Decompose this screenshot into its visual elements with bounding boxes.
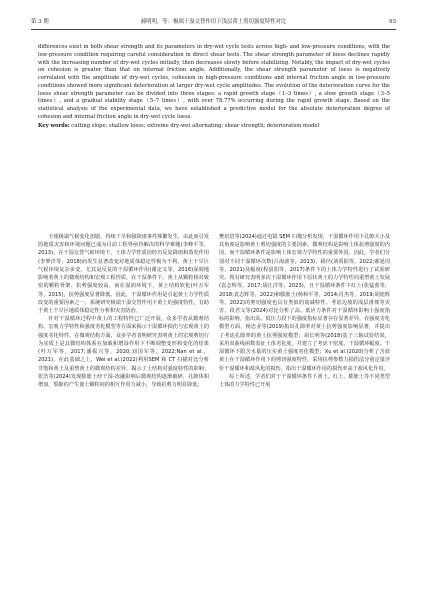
paragraph: 综上所述，学者们对于干湿循环条件下黄土、红土、膨胀土等不同类型土体的力学特性已开展 xyxy=(219,373,390,388)
paragraph: 针对干湿循环过程中黄土的工程特性已广泛开展，众多学者从微观结构、宏观力学特性和强度劣化模型等方面来揭示干湿循环损伤与宏观黄土的强度劣化特性。在微观结构方面，众多学者表明研究表明黄土的宏观剪切行为实质上是其微结构体系在加载和增湿作用下不断调整变形和变化的结果(叶万军等，2017;潘振兴等，2020;刘国军等，2022;Nan et al.，2021)。在此基础之上，Wei et al.(2022)利用SEM 和 CT 扫描对比分析非饱和黄土及重塑黄土的微观结构差异，揭示了土结构对强度特性的影响；张浩等(2024)发现膨胀土经干湿-冻融影响后微观结构逐渐破碎，孔隙体积增加，裂隙的产生使土颗粒间的相互作用力减小，导致抗剪力明显降低； xyxy=(38,316,209,388)
page-number: 93 xyxy=(389,19,396,25)
keywords-text: cutting slope; shallow loess; extreme dry-wet alternating; shear strength; deterioration model xyxy=(71,122,320,129)
abstract-body: differences exist in both shear strength and its parameters in dry-wet cycle tests across high- and low-pressure conditions, with the low-pressure condition requiring careful consideration in direct shear tests. The shear strength parameter of loess declines rapidly with the increasing number of dry-wet cycles initially, then decreases slowly before stabilizing. Notably, the impact of dry-wet cycles on cohesion is greater than that on internal friction angle. Additionally, the shear strength parameter of loess is negatively correlated with the amplitude of dry-wet cycles, cohesion in high-pressure conditions and internal friction angle in low-pressure conditions showed more significant deterioration at larger dry-wet cycle amplitudes. The evolution of the deterioration curve for the loess shear strength parameter can be divided into three stages: a rapid growth stage（1–3 times）, a slow growth stage（3–5 times）, and a gradual stability stage（5–7 times）, with over 78.77% occurring during the rapid growth stage. Based on the statistical analysis of the experimental data, we have established a predictive model for the absolute deterioration degree of cohesion and internal friction angle in dry-wet cycle loess. xyxy=(38,44,390,120)
paragraph: 樊培培等(2024)通过电镜 SEM 扫描分析发现，干湿循环作用下孔隙大小及其角度是影响黄土剪切强度的主要因素。微观结构是影响土体抗剪强度的内因，而干湿循环条件是影响土体宏观力学特性的重要外因。因此，学者们分别对不同干湿循环次数(吕海波等，2013)、路径(刘禹阳等，2022;郝延周等，2021)及幅度(程富阳等，2017)条件下的土体力学特性进行了试验研究。现有研究表明多次干湿循环作用下原状黄土的力学特性向重塑黄土发展(袁志辉等，2017;胡江洋等，2023)，且干湿循环条件下红土(张猛蕾等，2018;袁志辉等，2022)和膨胀土(杨和平等，2014;肖杰等，2019;胡旭辉等，2022)的剪切强度也具有类似的衰减特性。考虑边坡的浅层滑坡等灾害，段君义等(2024)对比分析了高、低应力条件对干湿循环影响土强度指标的影响，指出高、低压力段下的强度指标显著存在显著差异。在强度劣化模型方面，杨忠业等(2019)指出孔隙率对黄土抗剪强度影响显著，并提出了考虑孔隙率的黄土抗剪强度模型；胡长明等(2018)基于三轴试验结果，采用双曲线函数表征土体劣化度，并建立了考虑干密度、干湿循环幅度、干湿循环下限含水量的压实黄土强度劣化模型；Xu et al.(2020)分析了含盐黄土在干湿循环作用下的剪切强度特性，采用抗剪参数力损伤法分别定量评价干湿循环和盐风化的损伤，指出干湿循环作用的损伤率高于盐风化作用。 xyxy=(219,234,390,372)
keywords-label: Key words: xyxy=(38,122,70,129)
keywords xyxy=(38,123,390,131)
paragraph: 全球极端气候变化加剧，持续干旱和强降雨事件频繁发生，由此而引发的地质灾害和环境问题已成为目前工程界亟待解决的科学难题(李峰平等，2013)。在干湿交替气候环境下，土体力学性质因经历反复降雨和蒸发作用(李梦洋等，2018)而发生显著改变对地质体稳定性极为不利。黄土干旱区气候环境复杂多变，尤其是反复的干湿循环作用(谢定义等，2016)深刻地影响着黄土的微观结构和宏观工程性质，在干湿条件下，黄土从颗粒相对致密的颗粒骨架、抗剪强度较高，而在湿润环境下，黄土结构软化(叶万军等，2015)，抗剪强度显著降低。因此，干湿循环作用是引起黄土力学性质改变的重要因素之一，系统研究极端干湿交替作用下黄土的强度特性，有助于黄土干旱区地质体稳定性分析和灾害防治。 xyxy=(38,234,209,314)
abstract xyxy=(38,44,390,130)
left-column xyxy=(38,233,209,389)
issue-number: 第 3 期 xyxy=(31,19,49,25)
right-column xyxy=(219,233,390,389)
running-header xyxy=(31,17,396,30)
running-title: 郝明明，等：极端干湿交替作用下浅层黄土剪切强度特性对比 xyxy=(140,19,287,25)
